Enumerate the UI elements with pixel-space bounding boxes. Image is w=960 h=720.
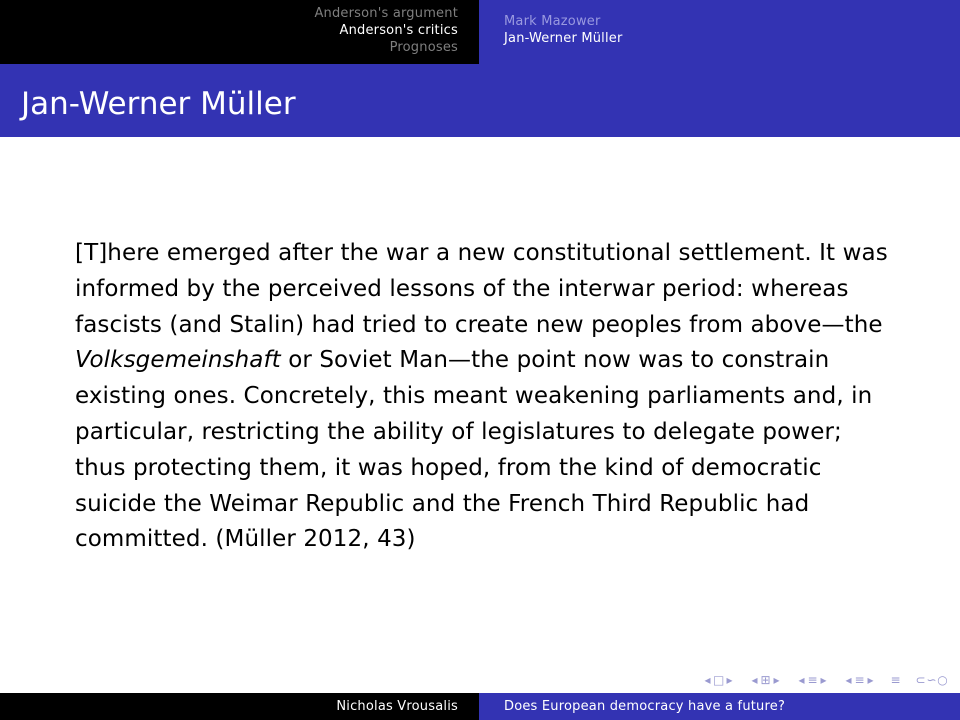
frame-title: Jan-Werner Müller: [21, 86, 296, 122]
part-prev-arrow-icon[interactable]: ◂: [845, 673, 852, 687]
headline-bar: [0, 0, 960, 64]
frame-next-arrow-icon[interactable]: ▸: [726, 673, 733, 687]
section-icon[interactable]: ≡: [807, 673, 818, 687]
appendix-icon[interactable]: ≡: [890, 673, 901, 687]
subsection-icon[interactable]: ⊞: [760, 673, 771, 687]
quote-block: [75, 236, 890, 558]
quote-text-part1: [T]here emerged after the war a new constitutional settlement. It was informed by the perceived lessons of the interwar period: whereas fascists (and Stalin) had tried to create new peoples from above—the: [75, 240, 888, 338]
frame-nav-group: [702, 673, 735, 687]
frame-title-bar: [0, 64, 960, 137]
section-prev-arrow-icon[interactable]: ◂: [798, 673, 805, 687]
appendix-nav-group: [890, 673, 901, 687]
subsection-nav-group: [749, 673, 782, 687]
section-next-arrow-icon[interactable]: ▸: [820, 673, 827, 687]
zoom-icon[interactable]: ○: [937, 673, 948, 687]
beamer-navigation-symbols: [688, 670, 948, 690]
part-nav-group: [843, 673, 876, 687]
footline-author: Nicholas Vrousalis: [0, 693, 479, 720]
subsection-navigation: [479, 0, 960, 64]
quote-text-part2: or Soviet Man—the point now was to constrain existing ones. Concretely, this meant weakening parliaments and, in particular, restricting the ability of legislatures to delegate power; thus protecting them, it was hoped, from the kind of democratic suicide the Weimar Republic and the French Third Republic had committed. (Müller 2012, 43): [75, 347, 873, 553]
footline-title: Does European democracy have a future?: [479, 693, 960, 720]
tools-nav-group: [915, 673, 948, 687]
frame-prev-arrow-icon[interactable]: ◂: [704, 673, 711, 687]
frame-icon[interactable]: □: [713, 673, 725, 687]
section-navigation: [0, 0, 479, 64]
subsection-link-mark-mazower[interactable]: Mark Mazower: [504, 14, 601, 29]
subsection-link-jan-werner-muller[interactable]: Jan-Werner Müller: [504, 31, 623, 46]
search-icon[interactable]: ∽: [926, 673, 937, 687]
back-icon[interactable]: ⊂: [915, 673, 926, 687]
subsection-prev-arrow-icon[interactable]: ◂: [751, 673, 758, 687]
part-icon[interactable]: ≡: [854, 673, 865, 687]
section-link-andersons-argument[interactable]: Anderson's argument: [314, 6, 458, 21]
subsection-next-arrow-icon[interactable]: ▸: [773, 673, 780, 687]
section-nav-group: [796, 673, 829, 687]
section-link-prognoses[interactable]: Prognoses: [389, 40, 458, 55]
footline-bar: [0, 693, 960, 720]
section-link-andersons-critics[interactable]: Anderson's critics: [339, 23, 458, 38]
quote-italic-term: Volksgemeinshaft: [75, 347, 281, 374]
part-next-arrow-icon[interactable]: ▸: [867, 673, 874, 687]
